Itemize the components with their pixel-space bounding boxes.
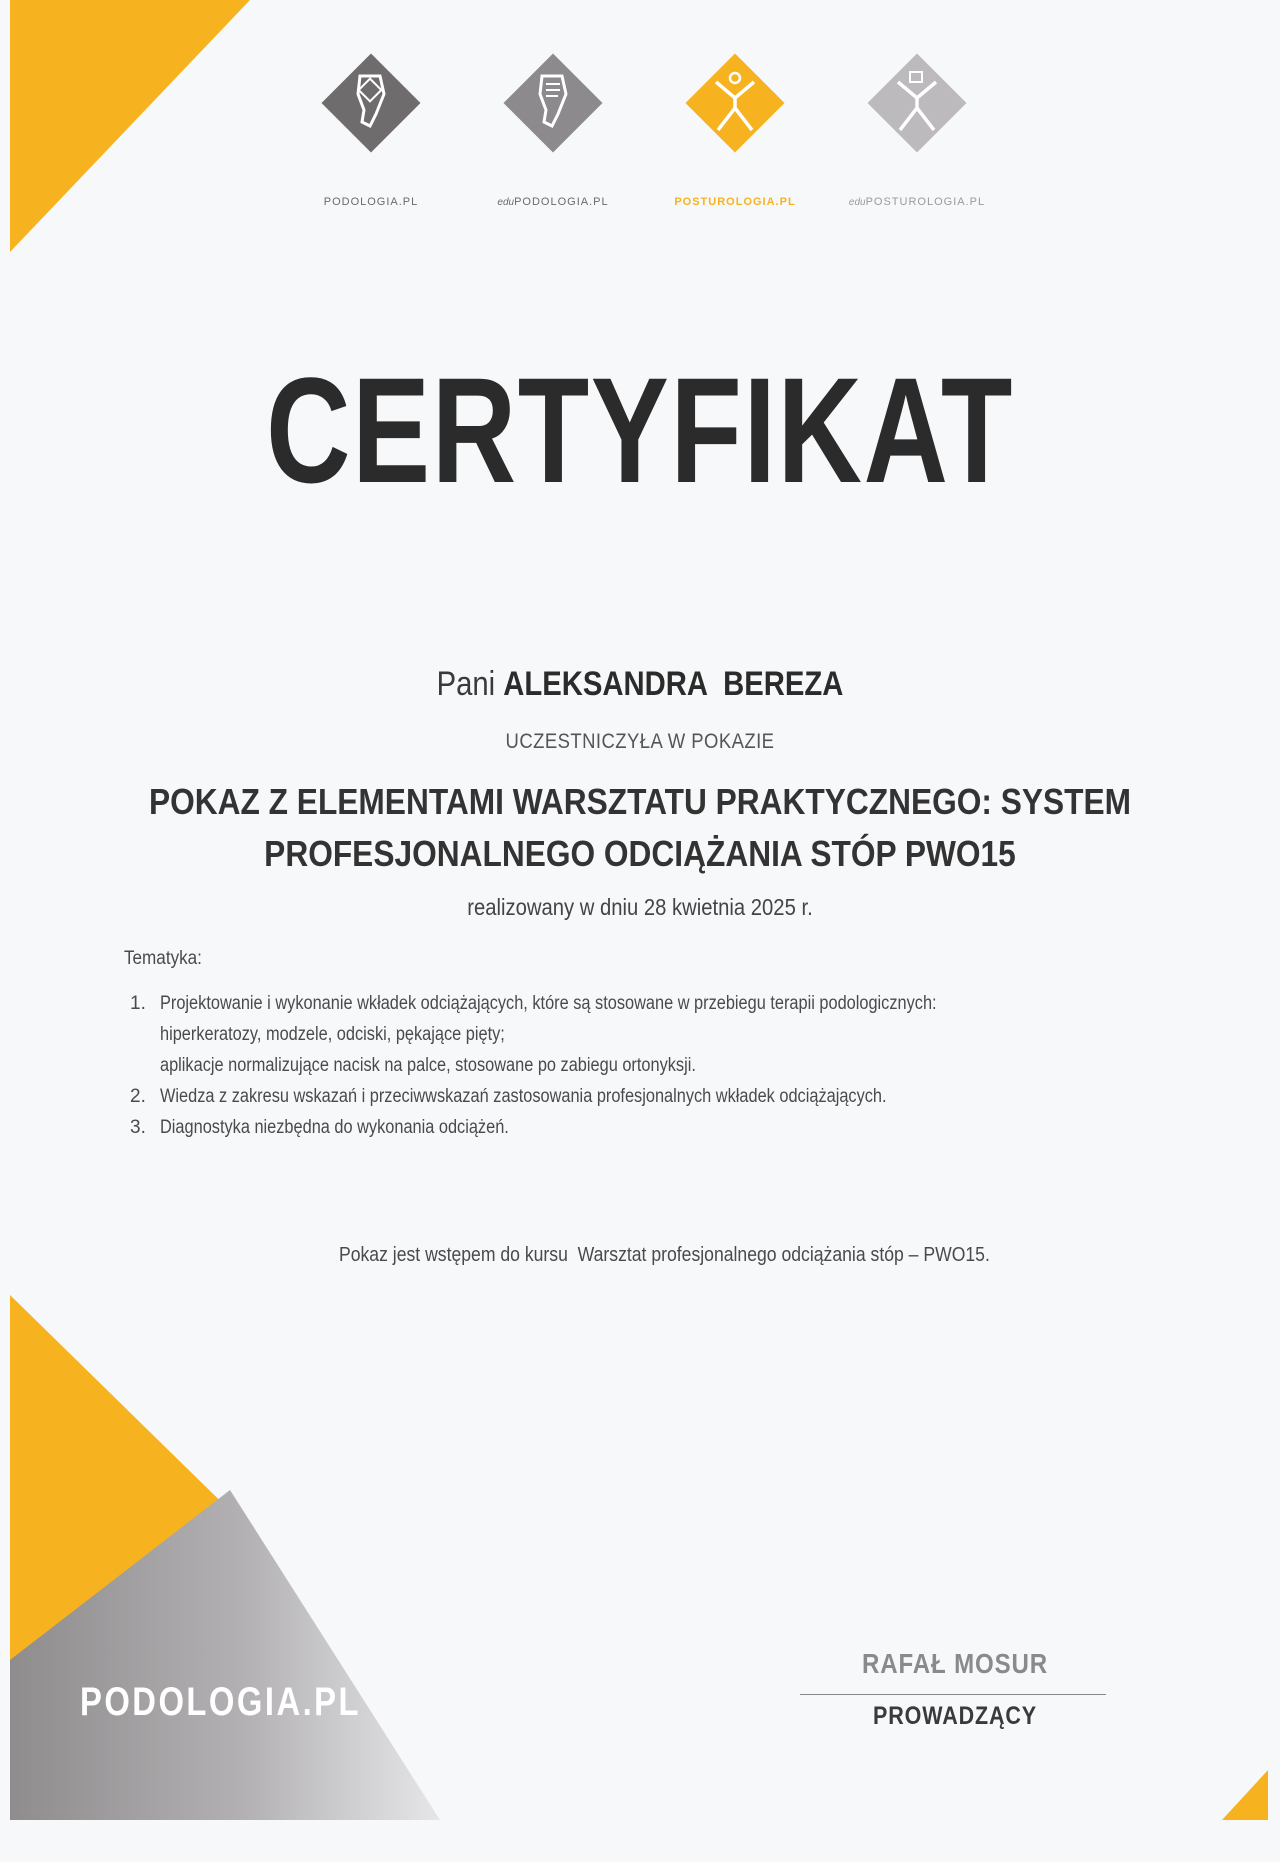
topic-number: 3. (130, 1117, 146, 1138)
partner-logos (0, 0, 1280, 230)
logo-caption: PODOLOGIA.PL (323, 196, 419, 208)
logo-edupodologia (468, 42, 638, 222)
topic-text: Wiedza z zakresu wskazań i przeciwwskazań zastosowania profesjonalnych wkładek odciążających. (160, 1086, 887, 1107)
logo-caption: POSTUROLOGIA.PL (674, 196, 796, 208)
logo-posturologia (650, 42, 820, 222)
course-title-line: PROFESJONALNEGO ODCIĄŻANIA STÓP PWO15 (264, 833, 1016, 874)
course-note: Pokaz jest wstępem do kursu Warsztat profesjonalnego odciążania stóp – PWO15. (338, 1244, 990, 1266)
logo-eduposturologia (832, 42, 1002, 222)
signatory-name: RAFAŁ MOSUR (861, 1648, 1049, 1679)
topic-text: aplikacje normalizujące nacisk na palce, stosowane po zabiegu ortonyksji. (160, 1055, 696, 1076)
posture-figure-icon (864, 50, 970, 156)
topic-item (130, 988, 1224, 1081)
brand-logo: PODOLOGIA.PL (80, 1680, 362, 1724)
event-date: realizowany w dniu 28 kwietnia 2025 r. (467, 894, 813, 920)
course-title-line: POKAZ Z ELEMENTAMI WARSZTATU PRAKTYCZNEGO: SYSTEM (148, 781, 1132, 822)
course-title (130, 776, 1151, 880)
logo-podologia (286, 42, 456, 222)
topics-label: Tematyka: (124, 948, 202, 969)
topic-number: 2. (130, 1086, 146, 1107)
foot-insole-icon (500, 50, 606, 156)
salutation: Pani (436, 665, 496, 703)
topic-number: 1. (130, 993, 146, 1014)
foot-insole-icon (318, 50, 424, 156)
topic-item (130, 1081, 1224, 1112)
participation-text: UCZESTNICZYŁA W POKAZIE (505, 730, 775, 753)
topic-text: Projektowanie i wykonanie wkładek odciążających, które są stosowane w przebiegu terapii podologicznych: (160, 993, 937, 1014)
topic-list (124, 988, 1224, 1143)
logo-caption: eduPODOLOGIA.PL (497, 196, 609, 208)
bottom-right-yellow-corner (1222, 1770, 1268, 1820)
signature-line (800, 1694, 1106, 1695)
topics-section (124, 948, 1224, 1143)
logo-caption: eduPOSTUROLOGIA.PL (848, 196, 986, 208)
recipient-line (90, 662, 1191, 706)
posture-figure-icon (682, 50, 788, 156)
topic-item (130, 1112, 1224, 1143)
certificate-title: CERTYFIKAT (266, 346, 1014, 514)
topic-text: hiperkeratozy, modzele, odciski, pękające pięty; (160, 1024, 505, 1045)
topic-text: Diagnostyka niezbędna do wykonania odciążeń. (160, 1117, 509, 1138)
recipient-name: ALEKSANDRA BEREZA (503, 665, 844, 703)
signatory-role: PROWADZĄCY (873, 1702, 1037, 1730)
